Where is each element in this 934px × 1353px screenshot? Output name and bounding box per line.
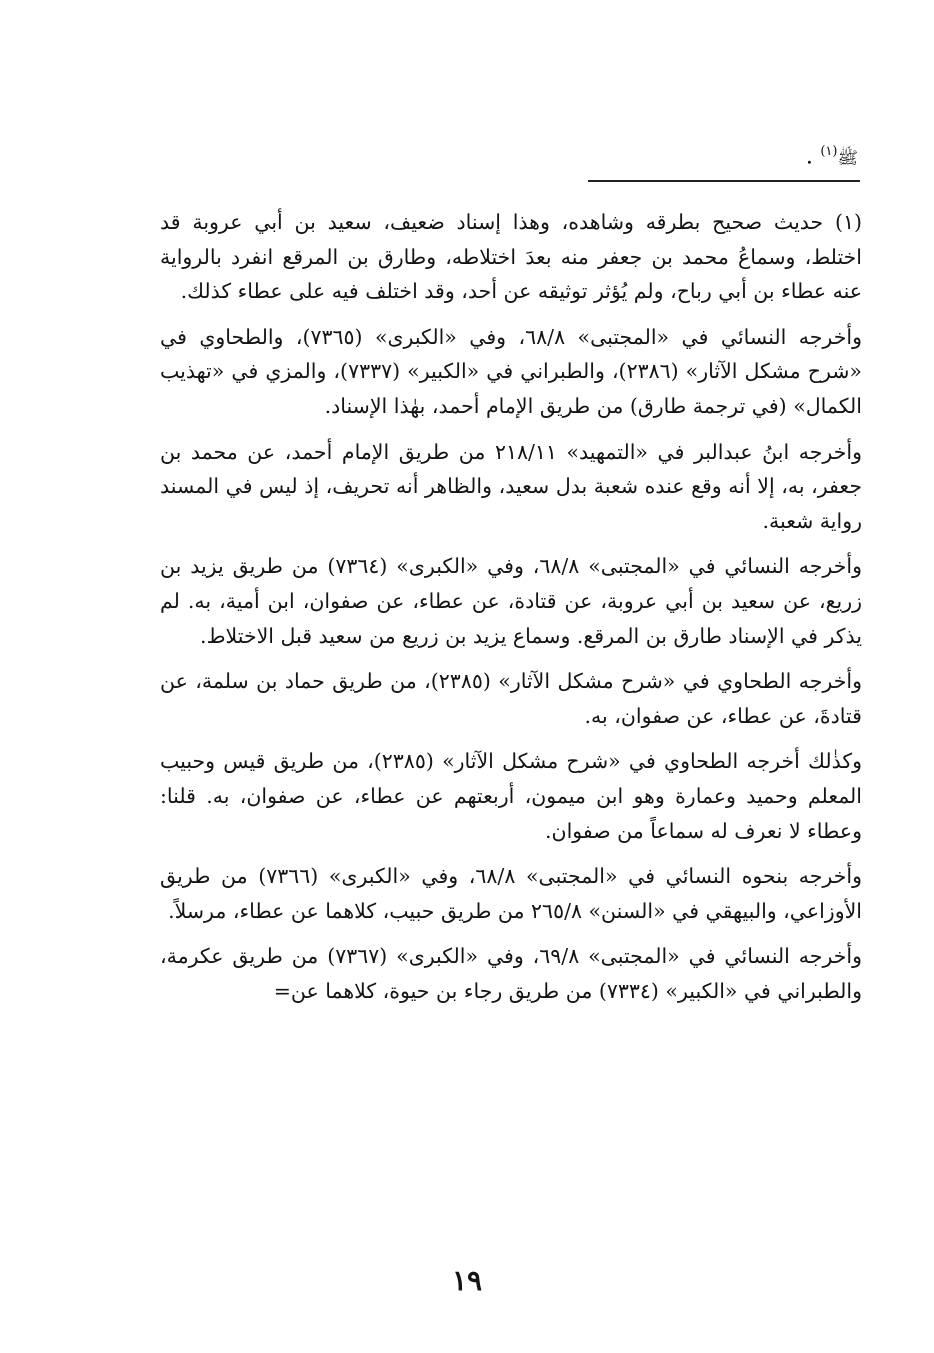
footnote-paragraph-2: وأخرجه النسائي في «المجتبى» ٦٨/٨، وفي «الكبرى» (٧٣٦٥)، والطحاوي في «شرح مشكل الآثار» (٢٣٨٦)، والطبراني في «الكبير» (٧٣٣٧)، والمزي في «تهذيب الكمال» (في ترجمة طارق) من طريق الإمام أحمد، بهٰذا الإسناد. <box>160 324 863 418</box>
footnote-separator <box>588 180 860 182</box>
page-number: ١٩ <box>451 1264 483 1297</box>
salutation-glyph: ﷺ <box>837 148 858 169</box>
end-punctuation: . <box>805 143 813 170</box>
footnote-paragraph-8: وأخرجه النسائي في «المجتبى» ٦٩/٨، وفي «الكبرى» (٧٣٦٧) من طريق عكرمة، والطبراني في «الكبير» (٧٣٣٤) من طريق رجاء بن حيوة، كلاهما عن= <box>160 944 863 1003</box>
footnote-paragraph-4: وأخرجه النسائي في «المجتبى» ٦٨/٨، وفي «الكبرى» (٧٣٦٤) من طريق يزيد بن زريع، عن سعيد بن أبي عروبة، عن قتادة، عن عطاء، عن صفوان، ابن أمية، به. لم يذكر في الإسناد طارق بن المرقع. وسماع يزيد بن زريع من سعيد قبل الاختلاط. <box>160 554 863 648</box>
footnote-paragraph-5: وأخرجه الطحاوي في «شرح مشكل الآثار» (٢٣٨٥)، من طريق حماد بن سلمة، عن قتادةَ، عن عطاء، عن صفوان، به. <box>160 669 862 728</box>
footnote-reference: (١) <box>820 144 838 159</box>
footnotes <box>160 205 862 1019</box>
footnote-paragraph-1: (١) حديث صحيح بطرقه وشاهده، وهذا إسناد ضعيف، سعيد بن أبي عروبة قد اختلط، وسماعُ محمد بن جعفر منه بعدَ اختلاطه، وطارق بن المرقع انفرد بالرواية عنه عطاء بن أبي رباح، ولم يُؤثر توثيقه عن أحد، وقد اختلف فيه على عطاء كذلك. <box>160 210 862 304</box>
footnote-paragraph-7: وأخرجه بنحوه النسائي في «المجتبى» ٦٨/٨، وفي «الكبرى» (٧٣٦٦) من طريق الأوزاعي، والبيهقي في «السنن» ٢٦٥/٨ من طريق حبيب، كلاهما عن عطاء، مرسلاً. <box>160 864 863 923</box>
body-text-line <box>806 134 858 177</box>
footnote-paragraph-6: وكذٰلك أخرجه الطحاوي في «شرح مشكل الآثار» (٢٣٨٥)، من طريق قيس وحبيب المعلم وحميد وعمارة وهو ابن ميمون، أربعتهم عن عطاء، عن صفوان، به. قلنا: وعطاء لا نعرف له سماعاً من صفوان. <box>160 749 863 843</box>
footnote-paragraph-3: وأخرجه ابنُ عبدالبر في «التمهيد» ٢١٨/١١ من طريق الإمام أحمد، عن محمد بن جعفر، به، إلا أنه وقع عنده شعبة بدل سعيد، والظاهر أنه تحريف، إذ ليس في المسند رواية شعبة. <box>160 439 862 533</box>
